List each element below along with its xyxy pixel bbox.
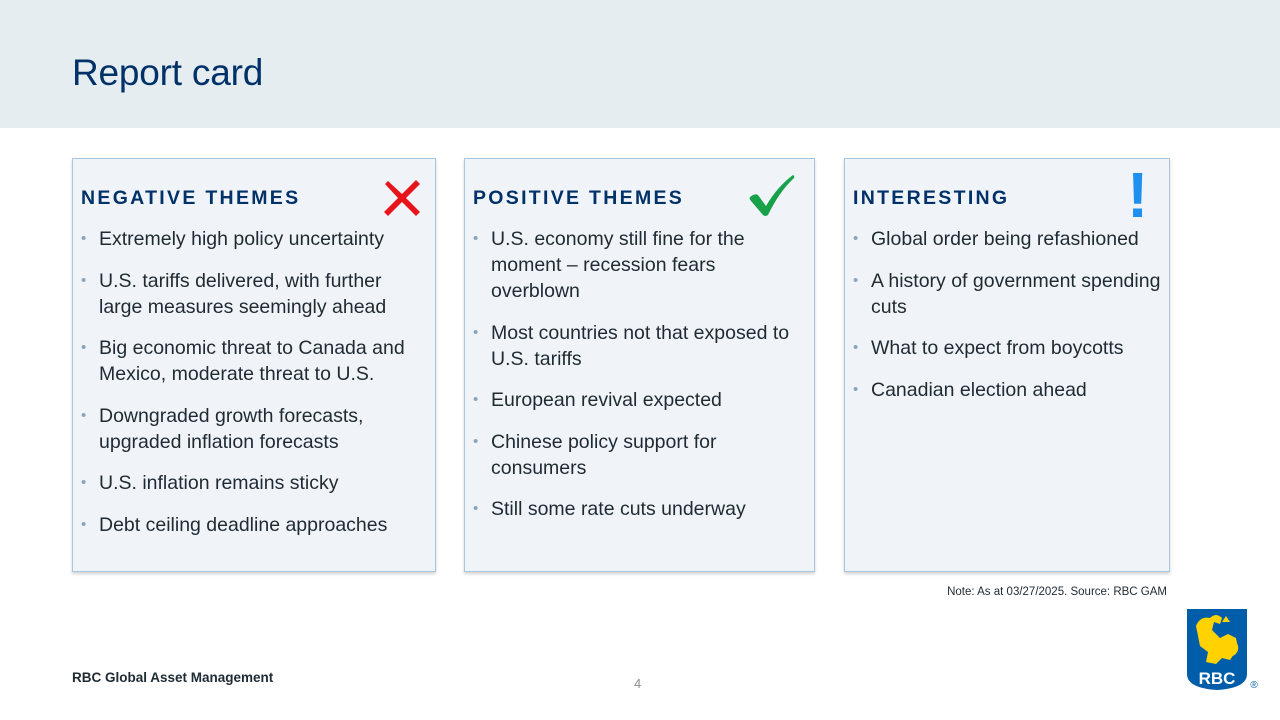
bullet-item: • Still some rate cuts underway (473, 496, 806, 522)
bullet-item: • What to expect from boycotts (853, 335, 1161, 361)
bullet-item: • U.S. inflation remains sticky (81, 470, 427, 496)
bullet-item: • U.S. tariffs delivered, with further large measures seemingly ahead (81, 268, 427, 320)
interesting-heading: INTERESTING (853, 187, 1010, 209)
bullet-item: • Most countries not that exposed to U.S. tariffs (473, 320, 806, 372)
interesting-card (844, 158, 1170, 572)
bullet-item: • Extremely high policy uncertainty (81, 226, 427, 252)
exclamation-icon: ! (1127, 159, 1149, 231)
bullet-item: • U.S. economy still fine for the moment – recession fears overblown (473, 226, 806, 304)
footer-brand: RBC Global Asset Management (72, 670, 274, 685)
bullet-item: • A history of government spending cuts (853, 268, 1161, 320)
bullet-item: • European revival expected (473, 387, 806, 413)
checkmark-icon (747, 173, 797, 219)
negative-themes-heading: NEGATIVE THEMES (81, 187, 301, 209)
cross-icon (379, 175, 425, 221)
positive-themes-card (464, 158, 815, 572)
negative-themes-list (81, 226, 427, 553)
bullet-item: • Big economic threat to Canada and Mexico, moderate threat to U.S. (81, 335, 427, 387)
bullet-item: • Canadian election ahead (853, 377, 1161, 403)
positive-themes-list (473, 226, 806, 538)
page-title: Report card (72, 52, 264, 93)
negative-themes-card (72, 158, 436, 572)
bullet-item: • Downgraded growth forecasts, upgraded inflation forecasts (81, 403, 427, 455)
interesting-list (853, 226, 1161, 418)
bullet-item: • Global order being refashioned (853, 226, 1161, 252)
positive-themes-heading: POSITIVE THEMES (473, 187, 685, 209)
registered-mark: ® (1250, 680, 1258, 691)
bullet-item: • Debt ceiling deadline approaches (81, 512, 427, 538)
logo-text: RBC (1198, 669, 1236, 688)
source-note: Note: As at 03/27/2025. Source: RBC GAM (947, 586, 1167, 598)
bullet-item: • Chinese policy support for consumers (473, 429, 806, 481)
page-number: 4 (634, 676, 642, 691)
rbc-logo (1186, 608, 1260, 692)
